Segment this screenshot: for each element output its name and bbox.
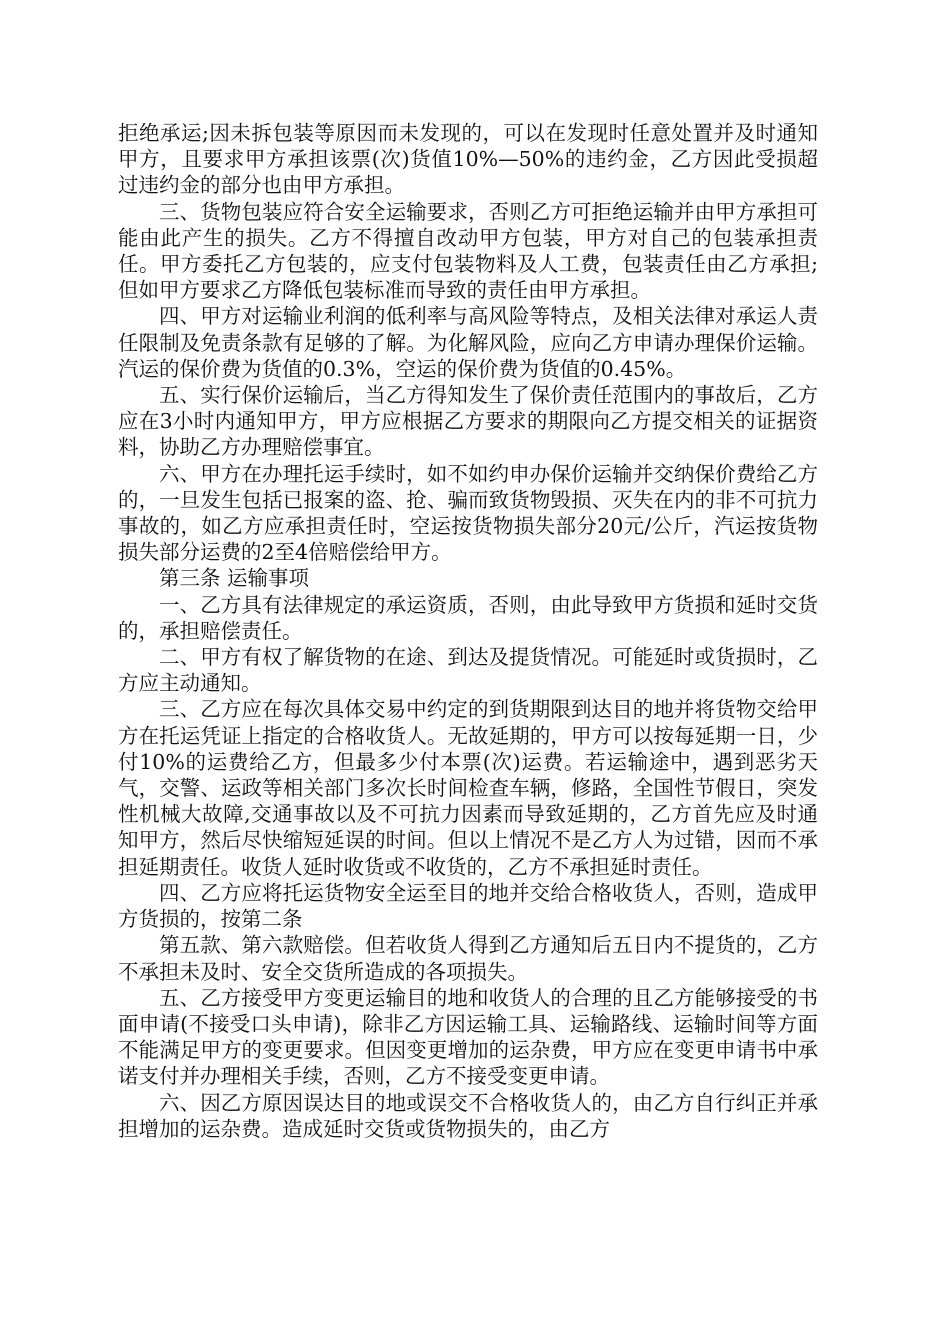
paragraph-transport-4: 四、乙方应将托运货物安全运至目的地并交给合格收货人，否则，造成甲方货损的，按第二条 [118, 880, 818, 932]
paragraph-clause-5: 五、实行保价运输后，当乙方得知发生了保价责任范围内的事故后，乙方应在3小时内通知甲方，甲方应根据乙方要求的期限向乙方提交相关的证据资料，协助乙方办理赔偿事宜。 [118, 383, 818, 460]
paragraph-clause-3: 三、货物包装应符合安全运输要求，否则乙方可拒绝运输并由甲方承担可能由此产生的损失。乙方不得擅自改动甲方包装，甲方对自己的包装承担责任。甲方委托乙方包装的，应支付包装物料及人工费，包装责任由乙方承担;但如甲方要求乙方降低包装标准而导致的责任由甲方承担。 [118, 199, 818, 303]
paragraph-transport-5: 五、乙方接受甲方变更运输目的地和收货人的合理的且乙方能够接受的书面申请(不接受口头申请)，除非乙方因运输工具、运输路线、运输时间等方面不能满足甲方的变更要求。但因变更增加的运杂费，甲方应在变更申请书中承诺支付并办理相关手续，否则，乙方不接受变更申请。 [118, 985, 818, 1089]
paragraph-transport-6: 六、因乙方原因误达目的地或误交不合格收货人的，由乙方自行纠正并承担增加的运杂费。造成延时交货或货物损失的，由乙方 [118, 1090, 818, 1141]
paragraph-transport-3: 三、乙方应在每次具体交易中约定的到货期限到达目的地并将货物交给甲方在托运凭证上指定的合格收货人。无故延期的，甲方可以按每延期一日，少付10%的运费给乙方，但最多少付本票(次)运费。若运输途中，遇到恶劣天气，交警、运政等相关部门多次长时间检查车辆，修路，全国性节假日，突发性机械大故障,交通事故以及不可抗力因素而导致延期的，乙方首先应及时通知甲方，然后尽快缩短延误的时间。但以上情况不是乙方人为过错，因而不承担延期责任。收货人延时收货或不收货的，乙方不承担延时责任。 [118, 697, 818, 879]
paragraph-clause-4: 四、甲方对运输业利润的低利率与高风险等特点，及相关法律对承运人责任限制及免责条款有足够的了解。为化解风险，应向乙方申请办理保价运输。汽运的保价费为货值的0.3%，空运的保价费为货值的0.45%。 [118, 304, 818, 381]
paragraph-clause-6: 六、甲方在办理托运手续时，如不如约申办保价运输并交纳保价费给乙方的，一旦发生包括已报案的盗、抢、骗而致货物毁损、灭失在内的非不可抗力事故的，如乙方应承担责任时，空运按货物损失部分20元/公斤，汽运按货物损失部分运费的2至4倍赔偿给甲方。 [118, 461, 818, 565]
paragraph-transport-1: 一、乙方具有法律规定的承运资质，否则，由此导致甲方货损和延时交货的，承担赔偿责任。 [118, 592, 818, 643]
paragraph-continuation: 拒绝承运;因未拆包装等原因而未发现的，可以在发现时任意处置并及时通知甲方，且要求甲方承担该票(次)货值10%—50%的违约金，乙方因此受损超过违约金的部分也由甲方承担。 [118, 121, 818, 198]
document-page [118, 120, 818, 1142]
paragraph-transport-2: 二、甲方有权了解货物的在途、到达及提货情况。可能延时或货损时，乙方应主动通知。 [118, 645, 818, 696]
paragraph-transport-4-cont: 第五款、第六款赔偿。但若收货人得到乙方通知后五日内不提货的，乙方不承担未及时、安全交货所造成的各项损失。 [118, 933, 818, 984]
section-heading-article-3: 第三条 运输事项 [159, 566, 310, 591]
